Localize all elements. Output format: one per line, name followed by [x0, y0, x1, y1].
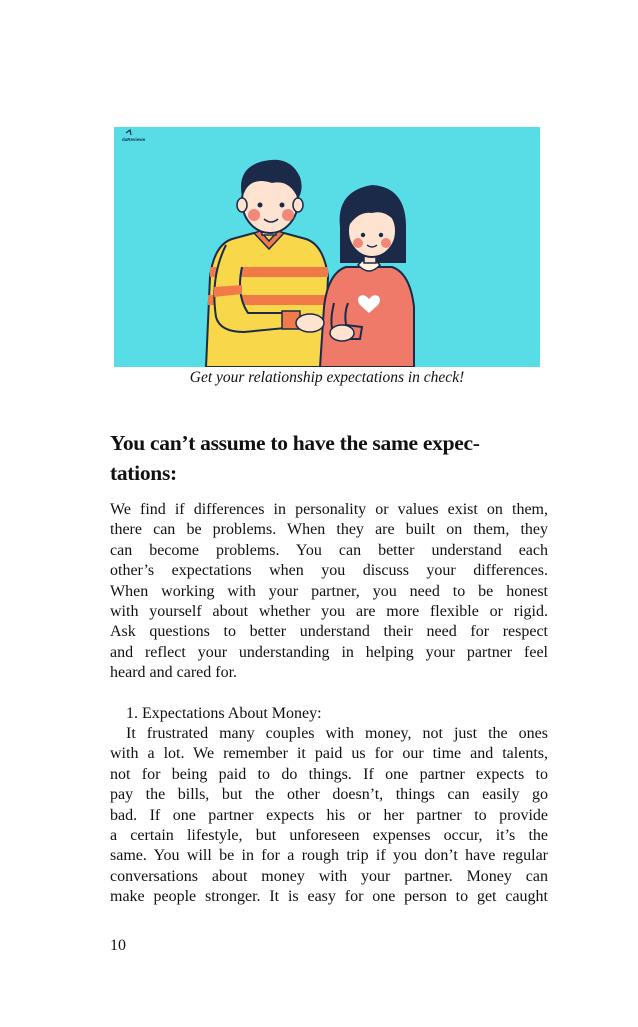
figure-caption: Get your relationship expectations in check!	[189, 369, 465, 386]
paragraph-line: make people stronger. It is easy for one person to get caught	[110, 888, 548, 906]
paragraph-line: other’s expectations when you discuss your differences.	[110, 562, 548, 580]
paragraph-line: a certain lifestyle, but unforeseen expenses occur, it’s the	[110, 827, 548, 845]
paragraph-line: We find if differences in personality or values exist on them,	[110, 501, 548, 518]
paragraph-line: When working with your partner, you need to be honest	[110, 582, 548, 600]
page-number: 10	[110, 937, 126, 954]
paragraph-line: with yourself about whether you are more flexible or rigid.	[110, 603, 548, 621]
paragraph-line: same. You will be in for a rough trip if you don’t have regular	[110, 847, 548, 865]
paragraph-line: there can be problems. When they are built on them, they	[110, 521, 548, 539]
paragraph-line: with a lot. We remember it paid us for our time and talents,	[110, 745, 548, 763]
paragraph-line: Ask questions to better understand their need for respect	[110, 623, 548, 641]
paragraph-line: It frustrated many couples with money, not just the ones	[126, 725, 548, 742]
paragraph-1	[110, 500, 548, 684]
logo-text: daReviews	[122, 137, 146, 142]
section-heading	[110, 428, 550, 488]
paragraph-line: not for being paid to do things. If one partner expects to	[110, 765, 548, 783]
list-item-title: 1. Expectations About Money:	[126, 705, 322, 722]
paragraph-line: pay the bills, but the other doesn’t, things can easily go	[110, 786, 548, 804]
paragraph-line: heard and cared for.	[110, 664, 238, 682]
paragraph-line: can become problems. You can better understand each	[110, 541, 548, 559]
paragraph-line: bad. If one partner expects his or her partner to provide	[110, 806, 548, 824]
paragraph-line: and reflect your understanding in helping your partner feel	[110, 643, 548, 661]
section-heading-line-2: tations:	[110, 461, 177, 485]
paragraph-line: conversations about money with your partner. Money can	[110, 867, 548, 885]
section-heading-line-1: You can’t assume to have the same expec-	[110, 431, 480, 455]
paragraph-2	[110, 724, 548, 908]
couple-illustration	[114, 127, 540, 367]
illustration-figure	[114, 127, 540, 367]
